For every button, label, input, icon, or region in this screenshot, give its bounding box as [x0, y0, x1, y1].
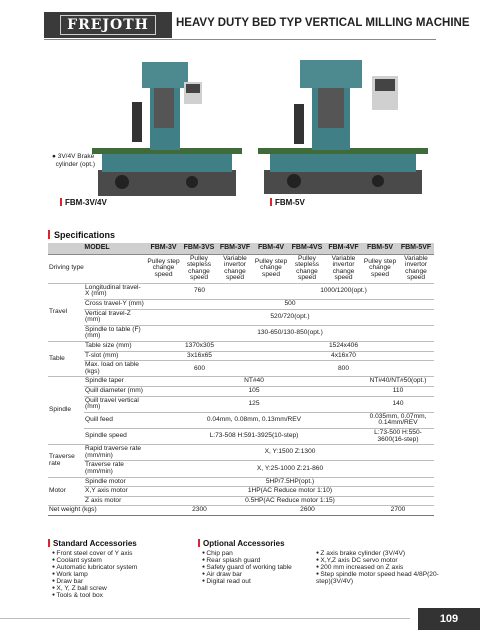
list-item: ● Z axis brake cylinder (3V/4V) — [316, 550, 440, 557]
list-item: ● Draw bar — [52, 578, 137, 585]
row-label: Vertical travel-Z (mm) — [84, 309, 146, 325]
table-row — [48, 412, 434, 428]
table-cell: L:73-500 H:550-3600(16-step) — [362, 428, 434, 444]
row-label: Traverse rate (mm/min) — [84, 461, 146, 477]
row-label: Spindle to table (F) (mm) — [84, 325, 146, 341]
table-cell: NT#40 — [146, 377, 362, 387]
list-item: ● Automatic lubricator system — [52, 564, 137, 571]
list-item: ● Chip pan — [202, 550, 292, 557]
table-cell: 110 — [362, 387, 434, 397]
table-cell: Pulley step change speed — [253, 254, 289, 283]
table-cell: 500 — [146, 300, 434, 310]
list-item: ● 200 mm increased on Z axis — [316, 564, 440, 571]
row-label: Spindle motor — [84, 477, 146, 487]
page-number: 109 — [418, 608, 480, 630]
row-label: Driving type — [48, 254, 146, 283]
table-row — [48, 496, 434, 506]
table-cell: Variable invertor change speed — [325, 254, 362, 283]
table-row — [48, 283, 434, 299]
table-cell: X, Y:25-1000 Z:21-860 — [146, 461, 434, 477]
note-line-2: cylinder (opt.) — [55, 161, 95, 168]
table-cell: Pulley stepless change speed — [289, 254, 325, 283]
table-row — [48, 342, 434, 352]
table-row — [48, 506, 434, 516]
specifications-heading: Specifications — [48, 230, 115, 240]
machine-image-fbm-5v — [258, 60, 428, 200]
page-title: HEAVY DUTY BED TYP VERTICAL MILLING MACHINE — [176, 17, 470, 29]
group-label-travel: Travel — [48, 283, 84, 341]
table-row — [48, 445, 434, 461]
note-line-1: 3V/4V Brake — [57, 153, 95, 160]
table-cell: Pulley step change speed — [146, 254, 181, 283]
footer-divider — [0, 618, 410, 619]
table-row — [48, 309, 434, 325]
table-cell: 0.04mm, 0.08mm, 0.13mm/REV — [146, 412, 362, 428]
table-row — [48, 325, 434, 341]
model-col: FBM-4VS — [289, 243, 325, 254]
table-cell: 2700 — [362, 506, 434, 516]
list-item: ● X,Y,Z axis DC servo motor — [316, 557, 440, 564]
brand-logo — [44, 12, 172, 38]
list-item: ● Tools & tool box — [52, 592, 137, 599]
table-cell: Variable invertor change speed — [217, 254, 253, 283]
list-item: ● Work lamp — [52, 571, 137, 578]
brake-cylinder-note: ● 3V/4V Brake cylinder (opt.) — [52, 153, 95, 168]
specifications-table — [48, 243, 434, 516]
row-label: Quill diameter (mm) — [84, 387, 146, 397]
table-cell: 1000/1200(opt.) — [253, 283, 434, 299]
table-cell: 130-650/130-850(opt.) — [146, 325, 434, 341]
row-label: Table size (mm) — [84, 342, 146, 352]
row-label: Net weight (kgs) — [48, 506, 146, 516]
row-label: Longitudinal travel-X (mm) — [84, 283, 146, 299]
table-cell: 0.5HP(AC Reduce motor 1:15) — [146, 496, 434, 506]
table-cell: Pulley stepless change speed — [181, 254, 217, 283]
optional-accessories-list-1 — [202, 550, 292, 585]
table-row — [48, 300, 434, 310]
row-label: Spindle speed — [84, 428, 146, 444]
row-label: Max. load on table (kgs) — [84, 361, 146, 377]
list-item: ● X, Y, Z ball screw — [52, 585, 137, 592]
header-divider — [44, 39, 436, 40]
table-cell: 3x16x65 — [146, 351, 253, 361]
optional-accessories-heading: Optional Accessories — [198, 539, 285, 548]
row-label: Z axis motor — [84, 496, 146, 506]
table-row — [48, 351, 434, 361]
page-footer — [0, 608, 480, 635]
group-label-motor: Motor — [48, 477, 84, 506]
table-cell: NT#40/NT#50(opt.) — [362, 377, 434, 387]
table-cell: 105 — [146, 387, 362, 397]
row-label: Quill feed — [84, 412, 146, 428]
table-row — [48, 377, 434, 387]
table-row — [48, 477, 434, 487]
table-cell: 125 — [146, 396, 362, 412]
model-col: FBM-4VF — [325, 243, 362, 254]
table-cell: 0.035mm, 0.07mm, 0.14mm/REV — [362, 412, 434, 428]
row-label: T-slot (mm) — [84, 351, 146, 361]
caption-fbm-5v: FBM-5V — [270, 198, 305, 207]
row-label: Quill travel vertical (mm) — [84, 396, 146, 412]
list-item: ● Air draw bar — [202, 571, 292, 578]
model-header: MODEL — [48, 243, 146, 254]
list-item: ● Step spindle motor speed head 4/8P(20-step)(3V/4V) — [316, 571, 440, 585]
standard-accessories-list — [52, 550, 137, 599]
group-label-traverse: Traverse rate — [48, 445, 84, 477]
list-item: ● Safety guard of working table — [202, 564, 292, 571]
model-col: FBM-4V — [253, 243, 289, 254]
brand-text: FREJOTH — [60, 15, 156, 35]
table-row — [48, 387, 434, 397]
table-cell: 4x16x70 — [253, 351, 434, 361]
list-item: ● Rear splash guard — [202, 557, 292, 564]
table-cell: Pulley step change speed — [362, 254, 398, 283]
caption-fbm-3v-4v: FBM-3V/4V — [60, 198, 107, 207]
list-item: ● Front steel cover of Y axis — [52, 550, 137, 557]
table-cell: Variable invertor change speed — [398, 254, 434, 283]
table-cell: X, Y:1500 Z:1300 — [146, 445, 434, 461]
group-label-table: Table — [48, 342, 84, 377]
standard-accessories-heading: Standard Accessories — [48, 539, 137, 548]
model-col: FBM-3VS — [181, 243, 217, 254]
table-cell: 1HP(AC Reduce motor 1:10) — [146, 487, 434, 497]
table-cell: 2600 — [253, 506, 362, 516]
row-label: Rapid traverse rate (mm/min) — [84, 445, 146, 461]
table-cell: 760 — [146, 283, 253, 299]
table-row — [48, 254, 434, 283]
table-cell: 140 — [362, 396, 434, 412]
model-col: FBM-3V — [146, 243, 181, 254]
table-cell: 800 — [253, 361, 434, 377]
table-row — [48, 361, 434, 377]
table-cell: 5HP/7.5HP(opt.) — [146, 477, 434, 487]
table-cell: 1524x406 — [253, 342, 434, 352]
row-label: Cross travel-Y (mm) — [84, 300, 146, 310]
table-row — [48, 487, 434, 497]
table-cell: 600 — [146, 361, 253, 377]
table-row — [48, 461, 434, 477]
table-cell: 2300 — [146, 506, 253, 516]
list-item: ● Digital read out — [202, 578, 292, 585]
optional-accessories-list-2 — [316, 550, 440, 585]
model-col: FBM-3VF — [217, 243, 253, 254]
row-label: X,Y axis motor — [84, 487, 146, 497]
table-row — [48, 396, 434, 412]
table-cell: 520/720(opt.) — [146, 309, 434, 325]
row-label: Spindle taper — [84, 377, 146, 387]
table-row — [48, 428, 434, 444]
group-label-spindle: Spindle — [48, 377, 84, 445]
table-header-row — [48, 243, 434, 254]
table-cell: 1370x305 — [146, 342, 253, 352]
machine-image-fbm-3v — [92, 62, 242, 202]
model-col: FBM-5VF — [398, 243, 434, 254]
list-item: ● Coolant system — [52, 557, 137, 564]
model-col: FBM-5V — [362, 243, 398, 254]
table-cell: L:73-508 H:591-3925(10-step) — [146, 428, 362, 444]
page-header — [0, 12, 480, 40]
